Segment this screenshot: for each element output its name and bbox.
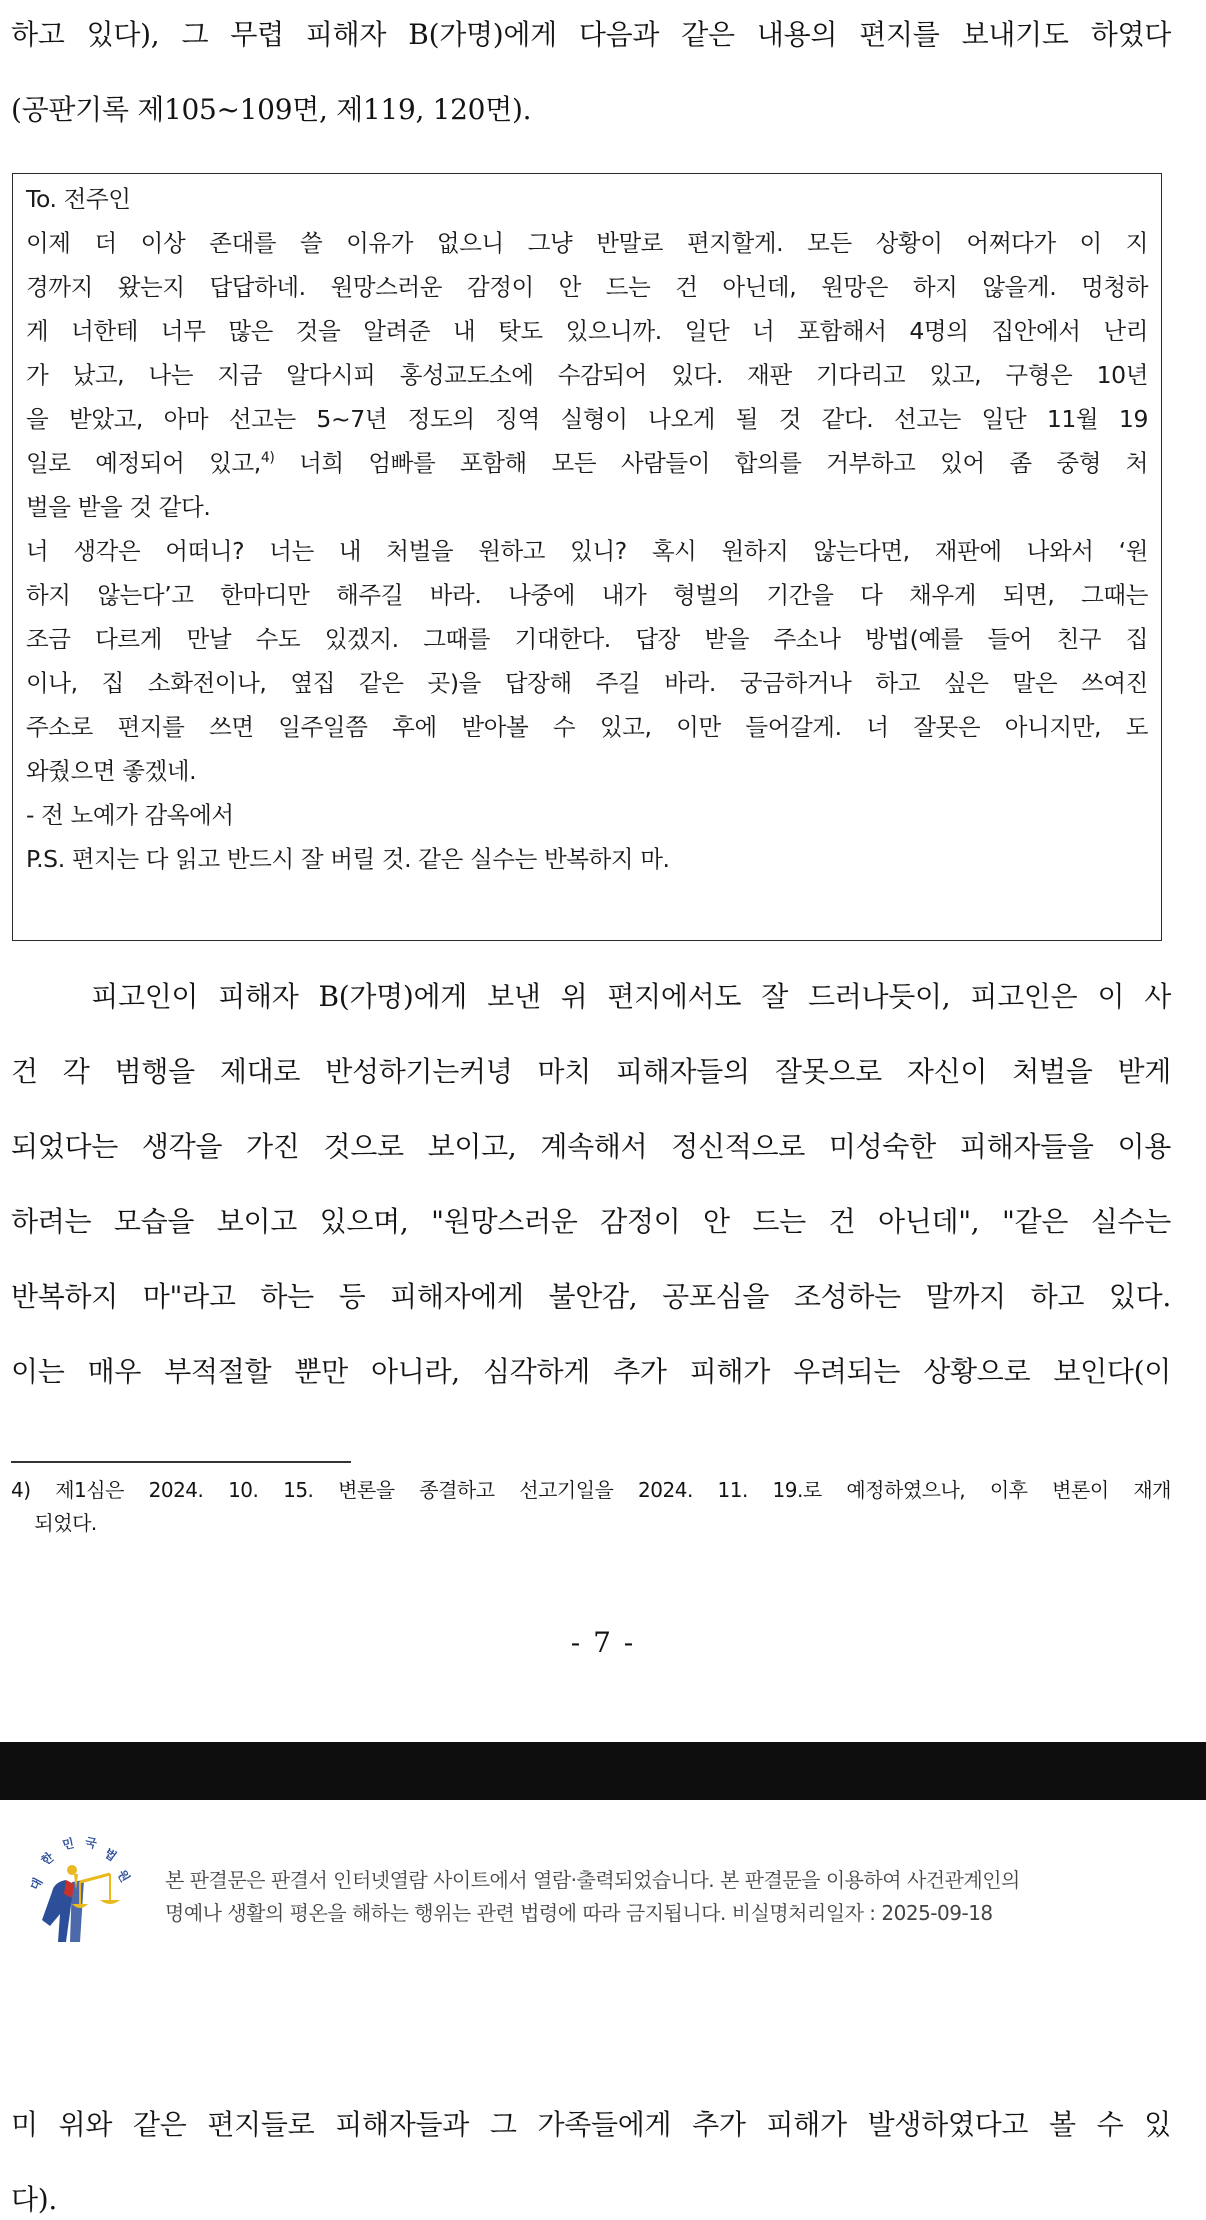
quoted-letter-box <box>12 173 1162 941</box>
court-notice-line: 명예나 생활의 평온을 해하는 행위는 관련 법령에 따라 금지됩니다. 비실명처리일자 : 2025-09-18 <box>165 1901 993 1925</box>
letter-line: 조금 다르게 만날 수도 있겠지. 그때를 기대한다. 답장 받을 주소나 방법(예를 들어 친구 집 <box>26 625 1148 653</box>
footnote-line: 4) 제1심은 2024. 10. 15. 변론을 종결하고 선고기일을 2024. 11. 19.로 예정하였으나, 이후 변론이 재개 <box>11 1478 1171 1502</box>
page-number: - 7 - <box>570 1626 636 1659</box>
footnote-divider <box>11 1461 351 1463</box>
letter-line: 주소로 편지를 쓰면 일주일쯤 후에 받아볼 수 있고, 이만 들어갈게. 너 잘못은 아니지만, 도 <box>26 713 1148 741</box>
text-line: 다). <box>11 2183 57 2216</box>
letter-line: 이나, 집 소화전이나, 옆집 같은 곳)을 답장해 주길 바라. 궁금하거나 하고 싶은 말은 쓰여진 <box>26 669 1148 697</box>
text-line: 하려는 모습을 보이고 있으며, "원망스러운 감정이 안 드는 건 아닌데", "같은 실수는 <box>11 1205 1171 1238</box>
text-line: 되었다는 생각을 가진 것으로 보이고, 계속해서 정신적으로 미성숙한 피해자들을 이용 <box>11 1130 1171 1163</box>
letter-line: 벌을 받을 것 같다. <box>26 493 211 521</box>
text-line: 이는 매우 부적절할 뿐만 아니라, 심각하게 추가 피해가 우려되는 상황으로 보인다(이 <box>11 1355 1171 1388</box>
text-line: 피고인이 피해자 B(가명)에게 보낸 위 편지에서도 잘 드러나듯이, 피고인은 이 사 <box>11 980 1171 1013</box>
text-line: 건 각 범행을 제대로 반성하기는커녕 마치 피해자들의 잘못으로 자신이 처벌을 받게 <box>11 1055 1171 1088</box>
text-line: 미 위와 같은 편지들로 피해자들과 그 가족들에게 추가 피해가 발생하였다고 볼 수 있 <box>11 2108 1171 2141</box>
logo-char: 법 <box>101 1845 120 1864</box>
letter-line: 경까지 왔는지 답답하네. 원망스러운 감정이 안 드는 건 아닌데, 원망은 하지 않을게. 멍청하 <box>26 273 1148 301</box>
letter-line <box>26 447 1148 479</box>
letter-line: 을 받았고, 아마 선고는 5~7년 정도의 징역 실형이 나오게 될 것 같다. 선고는 일단 11월 19 <box>26 405 1148 433</box>
letter-line: To. 전주인 <box>26 185 131 213</box>
letter-line: 이제 더 이상 존대를 쓸 이유가 없으니 그냥 반말로 편지할게. 모든 상황이 어쩌다가 이 지 <box>26 229 1148 257</box>
text-line: 반복하지 마"라고 하는 등 피해자에게 불안감, 공포심을 조성하는 말까지 하고 있다. <box>11 1280 1171 1313</box>
logo-char: 한 <box>38 1849 57 1868</box>
letter-line: 너 생각은 어떠니? 너는 내 처벌을 원하고 있니? 혹시 원하지 않는다면, 재판에 나와서 ‘원 <box>26 537 1148 565</box>
footnote-reference[interactable]: 4) <box>260 450 275 467</box>
letter-line-part: 일로 예정되어 있고, <box>26 449 261 477</box>
footnote-line: 되었다. <box>11 1511 97 1535</box>
logo-char: 민 <box>61 1836 76 1853</box>
letter-line: 게 너한테 너무 많은 것을 알려준 내 탓도 있으니까. 일단 너 포함해서 4명의 집안에서 난리 <box>26 317 1148 345</box>
letter-line: - 전 노예가 감옥에서 <box>26 801 234 829</box>
text-line: (공판기록 제105~109면, 제119, 120면). <box>11 93 532 126</box>
text-line: 하고 있다), 그 무렵 피해자 B(가명)에게 다음과 같은 내용의 편지를 보내기도 하였다 <box>11 18 1171 51</box>
letter-line: 와줬으면 좋겠네. <box>26 757 197 785</box>
letter-line: 하지 않는다’고 한마디만 해주길 바라. 나중에 내가 형벌의 기간을 다 채우게 되면, 그때는 <box>26 581 1148 609</box>
letter-line: P.S. 편지는 다 읽고 반드시 잘 버릴 것. 같은 실수는 반복하지 마. <box>26 845 670 873</box>
letter-line-part: 너희 엄빠를 포함해 모든 사람들이 합의를 거부하고 있어 좀 중형 처 <box>274 449 1148 477</box>
logo-char: 원 <box>114 1867 133 1885</box>
court-emblem-logo <box>14 1830 154 1950</box>
logo-char: 대 <box>27 1875 46 1893</box>
logo-char: 국 <box>83 1835 98 1852</box>
court-notice-line: 본 판결문은 판결서 인터넷열람 사이트에서 열람·출력되었습니다. 본 판결문을 이용하여 사건관계인의 <box>165 1868 1020 1892</box>
page-break-band <box>0 1742 1206 1800</box>
letter-line: 가 났고, 나는 지금 알다시피 홍성교도소에 수감되어 있다. 재판 기다리고 있고, 구형은 10년 <box>26 361 1148 389</box>
